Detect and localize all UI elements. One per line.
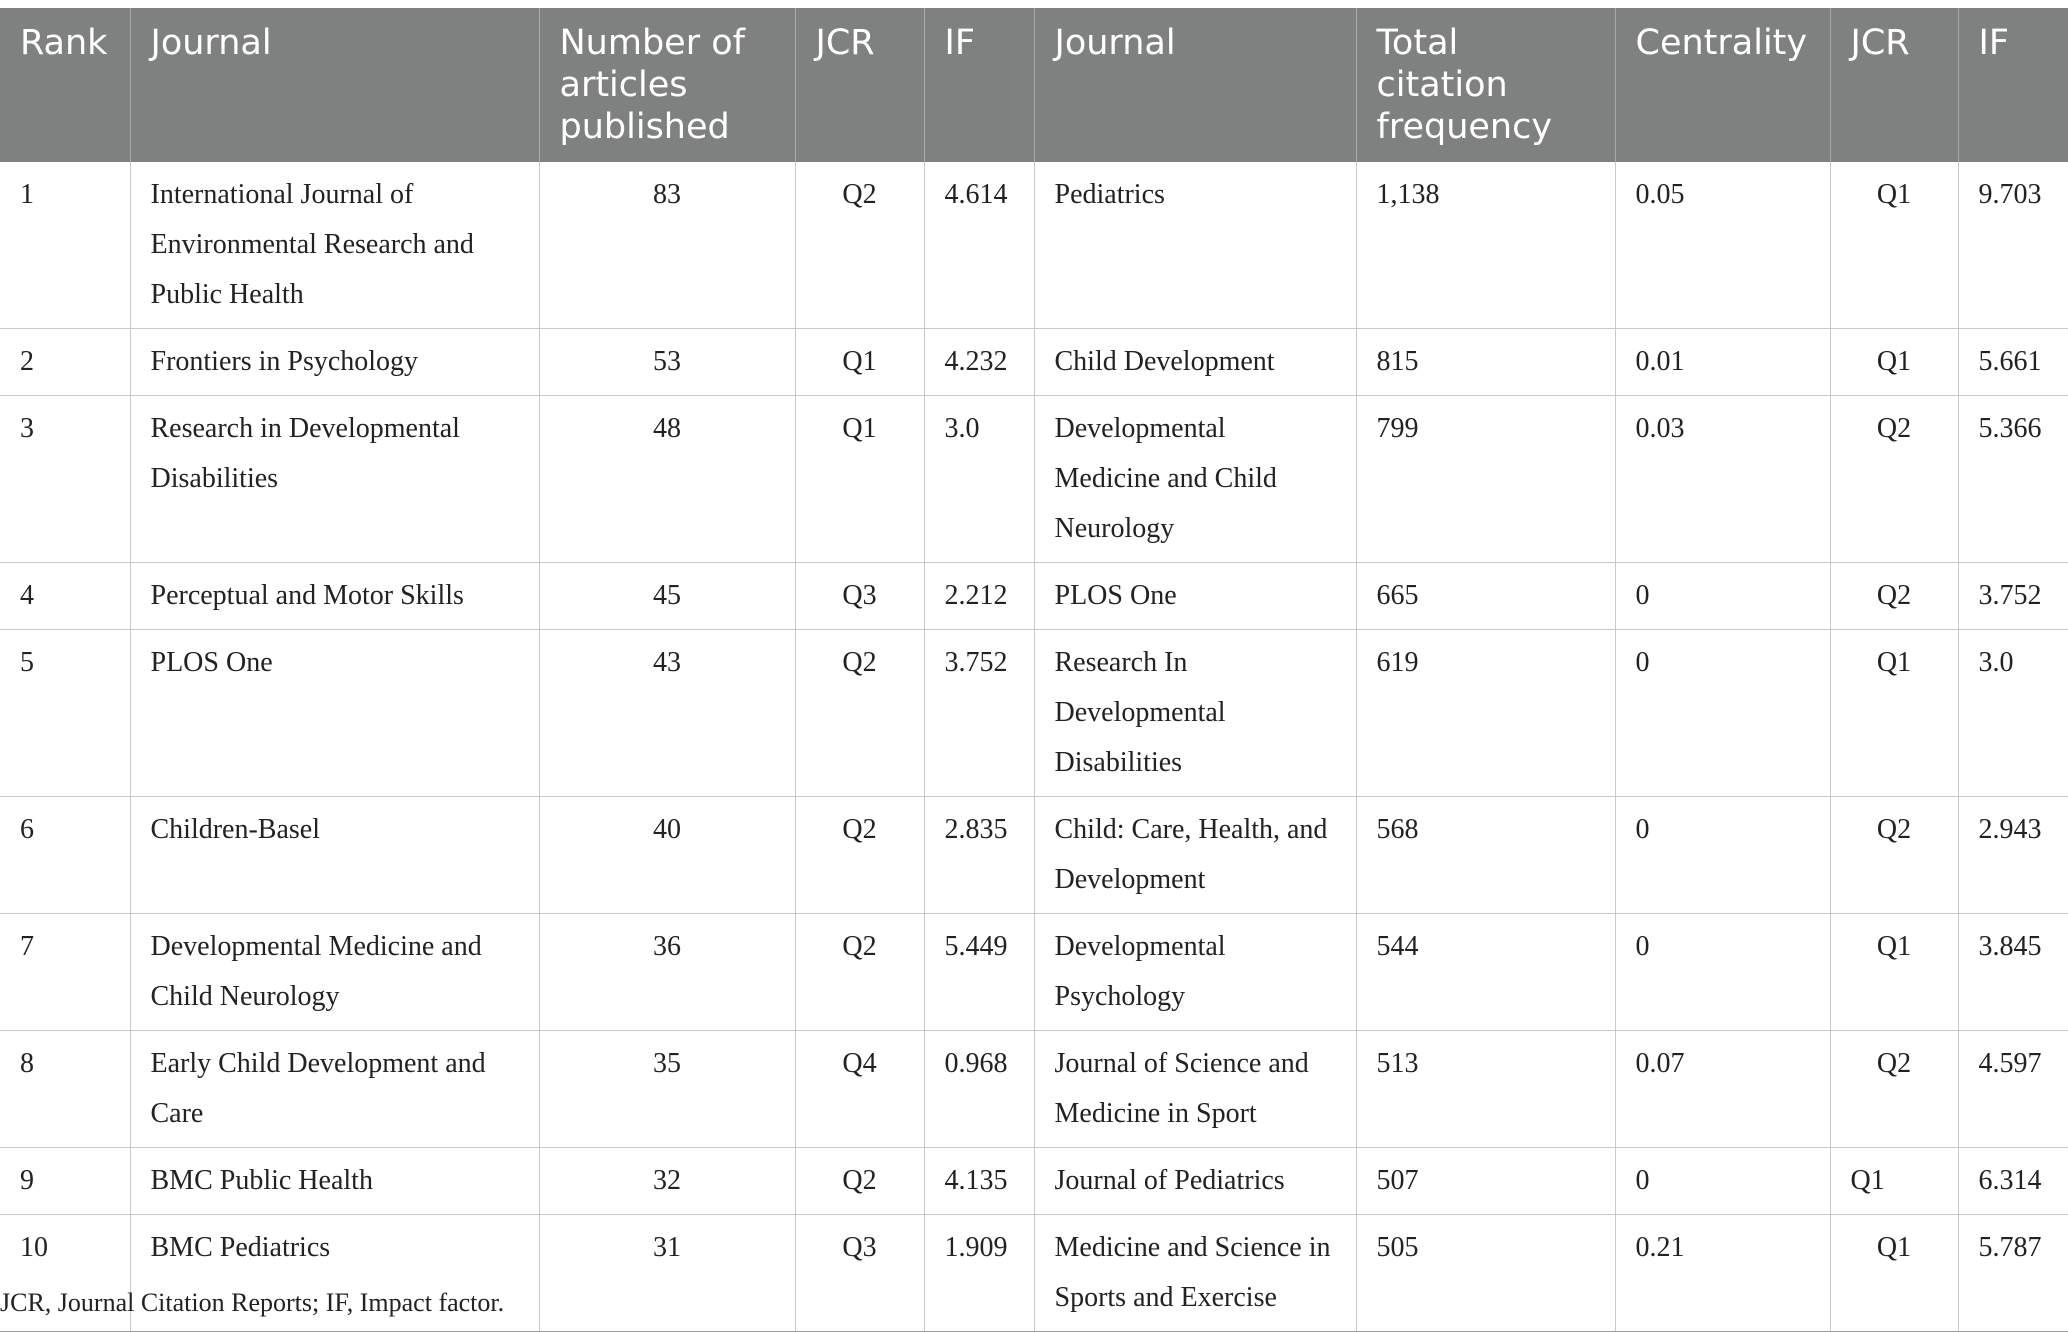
cell-journal-publications: Developmental Medicine and Child Neurology — [130, 914, 539, 1031]
cell-total-citations: 815 — [1356, 329, 1615, 396]
table-row — [0, 914, 2068, 1031]
cell-jcr-publications: Q4 — [795, 1031, 924, 1148]
table-row — [0, 1031, 2068, 1148]
cell-if-publications: 0.968 — [924, 1031, 1034, 1148]
cell-total-citations: 513 — [1356, 1031, 1615, 1148]
cell-centrality: 0 — [1615, 797, 1830, 914]
cell-jcr-citations: Q2 — [1830, 1031, 1958, 1148]
cell-if-citations: 5.366 — [1958, 396, 2068, 563]
cell-jcr-publications: Q2 — [795, 630, 924, 797]
cell-journal-publications: BMC Pediatrics — [130, 1215, 539, 1332]
cell-articles-published: 53 — [539, 329, 795, 396]
cell-articles-published: 35 — [539, 1031, 795, 1148]
table-row — [0, 1148, 2068, 1215]
header-jcr-publications: JCR — [795, 8, 924, 162]
cell-centrality: 0.05 — [1615, 162, 1830, 329]
cell-total-citations: 799 — [1356, 396, 1615, 563]
cell-if-citations: 4.597 — [1958, 1031, 2068, 1148]
cell-centrality: 0.21 — [1615, 1215, 1830, 1332]
cell-if-citations: 9.703 — [1958, 162, 2068, 329]
cell-jcr-citations: Q2 — [1830, 797, 1958, 914]
cell-jcr-citations: Q1 — [1830, 630, 1958, 797]
cell-centrality: 0.07 — [1615, 1031, 1830, 1148]
cell-journal-citations: Developmental Psychology — [1034, 914, 1356, 1031]
cell-if-citations: 5.787 — [1958, 1215, 2068, 1332]
cell-if-publications: 4.614 — [924, 162, 1034, 329]
cell-if-citations: 3.0 — [1958, 630, 2068, 797]
cell-if-citations: 3.752 — [1958, 563, 2068, 630]
table-body — [0, 162, 2068, 1332]
cell-if-citations: 3.845 — [1958, 914, 2068, 1031]
cell-if-publications: 4.135 — [924, 1148, 1034, 1215]
cell-journal-citations: PLOS One — [1034, 563, 1356, 630]
cell-rank: 4 — [0, 563, 130, 630]
cell-jcr-citations: Q1 — [1830, 329, 1958, 396]
cell-jcr-publications: Q1 — [795, 396, 924, 563]
cell-rank: 7 — [0, 914, 130, 1031]
cell-if-publications: 2.212 — [924, 563, 1034, 630]
cell-total-citations: 619 — [1356, 630, 1615, 797]
cell-jcr-citations: Q2 — [1830, 396, 1958, 563]
cell-total-citations: 665 — [1356, 563, 1615, 630]
cell-journal-citations: Medicine and Science in Sports and Exercise — [1034, 1215, 1356, 1332]
cell-total-citations: 544 — [1356, 914, 1615, 1031]
cell-if-publications: 1.909 — [924, 1215, 1034, 1332]
cell-jcr-citations: Q1 — [1830, 1148, 1958, 1215]
cell-journal-publications: PLOS One — [130, 630, 539, 797]
cell-jcr-citations: Q1 — [1830, 162, 1958, 329]
cell-rank: 2 — [0, 329, 130, 396]
cell-articles-published: 43 — [539, 630, 795, 797]
cell-total-citations: 505 — [1356, 1215, 1615, 1332]
cell-journal-publications: International Journal of Environmental Research and Public Health — [130, 162, 539, 329]
header-jcr-citations: JCR — [1830, 8, 1958, 162]
cell-rank: 3 — [0, 396, 130, 563]
cell-journal-citations: Research In Developmental Disabilities — [1034, 630, 1356, 797]
cell-journal-citations: Developmental Medicine and Child Neurology — [1034, 396, 1356, 563]
table-header-row — [0, 8, 2068, 162]
cell-journal-publications: Frontiers in Psychology — [130, 329, 539, 396]
cell-centrality: 0 — [1615, 1148, 1830, 1215]
cell-journal-publications: BMC Public Health — [130, 1148, 539, 1215]
cell-journal-publications: Children-Basel — [130, 797, 539, 914]
cell-jcr-citations: Q1 — [1830, 1215, 1958, 1332]
journal-table-container — [0, 8, 2068, 1332]
header-if-citations: IF — [1958, 8, 2068, 162]
header-journal-publications: Journal — [130, 8, 539, 162]
header-journal-citations: Journal — [1034, 8, 1356, 162]
table-row — [0, 396, 2068, 563]
cell-journal-publications: Early Child Development and Care — [130, 1031, 539, 1148]
cell-articles-published: 83 — [539, 162, 795, 329]
cell-if-publications: 3.752 — [924, 630, 1034, 797]
table-row — [0, 563, 2068, 630]
cell-articles-published: 45 — [539, 563, 795, 630]
header-centrality: Centrality — [1615, 8, 1830, 162]
cell-jcr-publications: Q3 — [795, 1215, 924, 1332]
header-articles-published: Number of articles published — [539, 8, 795, 162]
header-rank: Rank — [0, 8, 130, 162]
cell-if-publications: 5.449 — [924, 914, 1034, 1031]
cell-jcr-publications: Q3 — [795, 563, 924, 630]
cell-if-citations: 5.661 — [1958, 329, 2068, 396]
cell-articles-published: 31 — [539, 1215, 795, 1332]
cell-rank: 1 — [0, 162, 130, 329]
cell-rank: 6 — [0, 797, 130, 914]
table-row — [0, 797, 2068, 914]
cell-journal-citations: Child Development — [1034, 329, 1356, 396]
cell-articles-published: 40 — [539, 797, 795, 914]
cell-total-citations: 507 — [1356, 1148, 1615, 1215]
cell-total-citations: 568 — [1356, 797, 1615, 914]
table-row — [0, 630, 2068, 797]
cell-centrality: 0 — [1615, 630, 1830, 797]
cell-centrality: 0 — [1615, 563, 1830, 630]
cell-jcr-publications: Q1 — [795, 329, 924, 396]
cell-if-citations: 6.314 — [1958, 1148, 2068, 1215]
cell-articles-published: 48 — [539, 396, 795, 563]
cell-articles-published: 36 — [539, 914, 795, 1031]
cell-if-publications: 4.232 — [924, 329, 1034, 396]
cell-articles-published: 32 — [539, 1148, 795, 1215]
cell-jcr-publications: Q2 — [795, 162, 924, 329]
cell-rank: 5 — [0, 630, 130, 797]
table-footnote: JCR, Journal Citation Reports; IF, Impact factor. — [0, 1288, 505, 1317]
cell-journal-publications: Perceptual and Motor Skills — [130, 563, 539, 630]
cell-journal-citations: Journal of Pediatrics — [1034, 1148, 1356, 1215]
cell-jcr-citations: Q2 — [1830, 563, 1958, 630]
cell-jcr-citations: Q1 — [1830, 914, 1958, 1031]
cell-if-publications: 2.835 — [924, 797, 1034, 914]
cell-jcr-publications: Q2 — [795, 797, 924, 914]
cell-centrality: 0.03 — [1615, 396, 1830, 563]
cell-rank: 9 — [0, 1148, 130, 1215]
cell-total-citations: 1,138 — [1356, 162, 1615, 329]
cell-if-citations: 2.943 — [1958, 797, 2068, 914]
cell-if-publications: 3.0 — [924, 396, 1034, 563]
header-if-publications: IF — [924, 8, 1034, 162]
cell-jcr-publications: Q2 — [795, 1148, 924, 1215]
table-row — [0, 162, 2068, 329]
cell-journal-publications: Research in Developmental Disabilities — [130, 396, 539, 563]
header-total-citation-frequency: Total citation frequency — [1356, 8, 1615, 162]
cell-rank: 8 — [0, 1031, 130, 1148]
cell-journal-citations: Journal of Science and Medicine in Sport — [1034, 1031, 1356, 1148]
cell-rank: 10 — [0, 1215, 130, 1332]
table-row — [0, 329, 2068, 396]
cell-centrality: 0.01 — [1615, 329, 1830, 396]
cell-journal-citations: Child: Care, Health, and Development — [1034, 797, 1356, 914]
cell-journal-citations: Pediatrics — [1034, 162, 1356, 329]
cell-jcr-publications: Q2 — [795, 914, 924, 1031]
journal-ranking-table — [0, 8, 2068, 1332]
cell-centrality: 0 — [1615, 914, 1830, 1031]
